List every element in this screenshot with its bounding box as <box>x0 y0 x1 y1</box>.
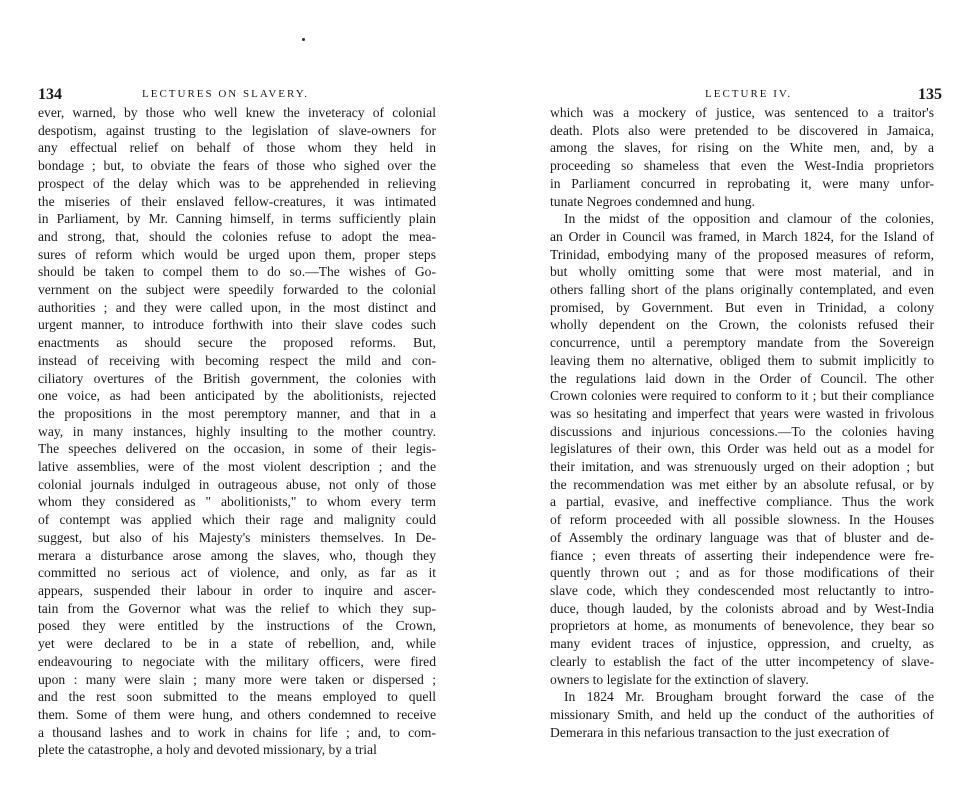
text-line: plete the catastrophe, a holy and devoted missionary, by a trial <box>38 742 377 758</box>
text-line: them. Some of them were hung, and others condemned to receive <box>38 706 436 722</box>
left-page-body <box>38 104 436 759</box>
text-line: slave code, which they condescended most reluctantly to intro- <box>550 582 934 598</box>
text-line: should be taken to compel them to do so.—The wishes of Go- <box>38 264 436 280</box>
text-line: fiance ; even threats of asserting their independence were fre- <box>550 547 934 563</box>
text-line: the miseries of their enslaved fellow-creatures, it was intimated <box>38 193 436 209</box>
text-line: one voice, as had been anticipated by the abolitionists, rejected <box>38 388 436 404</box>
text-line: bondage ; but, to obviate the fears of those who sighed over the <box>38 158 436 174</box>
text-line: yet were declared to be in a state of rebellion, and, while <box>38 636 436 652</box>
text-line: legislatures of their own, this Order was held out as a model for <box>550 441 934 457</box>
left-running-head: LECTURES ON SLAVERY. <box>142 88 310 100</box>
text-line: prospect of the delay which was to be apprehended in relieving <box>38 175 436 191</box>
text-line: proprietors at home, as monuments of benevolence, they bear so <box>550 618 934 634</box>
text-line: In the midst of the opposition and clamour of the colonies, <box>564 211 934 227</box>
text-line: Crown colonies were required to conform to it ; but their compliance <box>550 388 934 404</box>
text-line: upon : many were slain ; many more were taken or dispersed ; <box>38 671 436 687</box>
text-line: clearly to establish the fact of the utter incompetency of slave- <box>550 653 934 669</box>
text-line: In 1824 Mr. Brougham brought forward the case of the <box>564 689 934 705</box>
text-line: duce, though lauded, by the colonists abroad and by West-India <box>550 600 934 616</box>
text-line: the recommendation was met either by an absolute refusal, or by <box>550 476 934 492</box>
text-line: their imitation, and was strenuously urged on their adoption ; but <box>550 459 934 475</box>
text-line: the regulations laid down in the Order of Council. The other <box>550 370 934 386</box>
text-line: sures of reform which would be urged upon them, proper steps <box>38 246 436 262</box>
text-line: endeavouring to negociate with the military officers, were fired <box>38 653 436 669</box>
right-page-body <box>550 104 934 741</box>
text-line: of Assembly the ordinary language was that of bluster and de- <box>550 529 934 545</box>
right-page <box>490 0 980 802</box>
text-line: an Order in Council was framed, in March 1824, for the Island of <box>550 228 934 244</box>
text-line: lative assemblies, were of the most violent description ; and the <box>38 459 436 475</box>
text-line: urgent manner, to introduce forthwith into their slave codes such <box>38 317 436 333</box>
text-line: colonial journals indulged in outrageous abuse, not only of those <box>38 476 436 492</box>
text-line: missionary Smith, and held up the conduct of the authorities of <box>550 706 934 722</box>
text-line: appears, suspended their labour in order to inquire and ascer- <box>38 582 436 598</box>
text-line: Demerara in this nefarious transaction to the just execration of <box>550 724 890 740</box>
text-line: ciliatory overtures of the British government, the colonies with <box>38 370 436 386</box>
text-line: enactments as should secure the proposed reforms. But, <box>38 335 436 351</box>
text-line: the propositions in the most peremptory manner, and that in a <box>38 405 436 421</box>
text-line: suggest, but also of his Majesty's ministers themselves. In De- <box>38 529 436 545</box>
text-line: a partial, evasive, and ineffective compliance. Thus the work <box>550 494 934 510</box>
text-line: discussions and injurious concessions.—To the colonies having <box>550 423 934 439</box>
text-line: but wholly omitting some that were most material, and in <box>550 264 934 280</box>
text-line: posed they were entitled by the instructions of the Crown, <box>38 618 436 634</box>
text-line: whom they considered as " abolitionists," to whom every term <box>38 494 436 510</box>
left-page-header <box>38 86 440 106</box>
text-line: instead of receiving with becoming respect the mild and con- <box>38 352 436 368</box>
right-page-header <box>550 86 942 106</box>
text-line: committed no serious act of violence, and only, as far as it <box>38 565 436 581</box>
text-line: quently thrown out ; and as for those modifications of their <box>550 565 934 581</box>
right-running-head: LECTURE IV. <box>705 88 793 100</box>
text-line: vernment on the subject were speedily forwarded to the colonial <box>38 282 436 298</box>
text-line: others falling short of the plans originally contemplated, and even <box>550 282 934 298</box>
text-line: The speeches delivered on the occasion, in some of their legis- <box>38 441 436 457</box>
text-line: concurrence, until a peremptory mandate from the Sovereign <box>550 335 934 351</box>
text-line: any effectual relief on behalf of those whom they held in <box>38 140 436 156</box>
text-line: authorities ; and they were called upon, in the most distinct and <box>38 299 436 315</box>
text-line: and strong, that, should the colonies refuse to adopt the mea- <box>38 228 436 244</box>
text-line: a thousand lashes and to work in chains for life ; and, to com- <box>38 724 436 740</box>
text-line: in Parliament concurred in reprobating it, were many unfor- <box>550 175 934 191</box>
text-line: merara a disturbance arose among the slaves, who, though they <box>38 547 436 563</box>
right-page-number: 135 <box>918 86 942 103</box>
text-line: of reform proceeded with all possible slowness. In the Houses <box>550 512 934 528</box>
text-line: and the rest soon submitted to the means employed to quell <box>38 689 436 705</box>
text-line: ever, warned, by those who well knew the inveteracy of colonial <box>38 105 436 120</box>
text-line: was so hesitating and imperfect that years were wasted in frivolous <box>550 405 934 421</box>
text-line: which was a mockery of justice, was sentenced to a traitor's <box>550 105 934 120</box>
text-line: death. Plots also were pretended to be discovered in Jamaica, <box>550 122 934 138</box>
text-line: in Parliament, by Mr. Canning himself, in terms sufficiently plain <box>38 211 436 227</box>
text-line: tain from the Governor what was the relief to which they sup- <box>38 600 436 616</box>
text-line: owners to legislate for the extinction of slavery. <box>550 671 809 687</box>
text-line: proceeding so shameless that even the West-India proprietors <box>550 158 934 174</box>
left-page-number: 134 <box>38 86 62 103</box>
text-line: despotism, against trusting to the legislation of slave-owners for <box>38 122 436 138</box>
text-line: leaving them no alternative, obliged them to submit implicitly to <box>550 352 934 368</box>
text-line: promised, by Government. But even in Trinidad, a colony <box>550 299 934 315</box>
text-line: among the slaves, for rising on the White men, and, by a <box>550 140 934 156</box>
text-line: tunate Negroes condemned and hung. <box>550 193 755 209</box>
text-line: many evident traces of injustice, oppression, and cruelty, as <box>550 636 934 652</box>
text-line: wholly dependent on the Crown, the colonists refused their <box>550 317 934 333</box>
text-line: way, in many instances, highly insulting to the mother country. <box>38 423 436 439</box>
text-line: Trinidad, embodying many of the proposed measures of reform, <box>550 246 934 262</box>
text-line: of contempt was applied which their rage and malignity could <box>38 512 436 528</box>
